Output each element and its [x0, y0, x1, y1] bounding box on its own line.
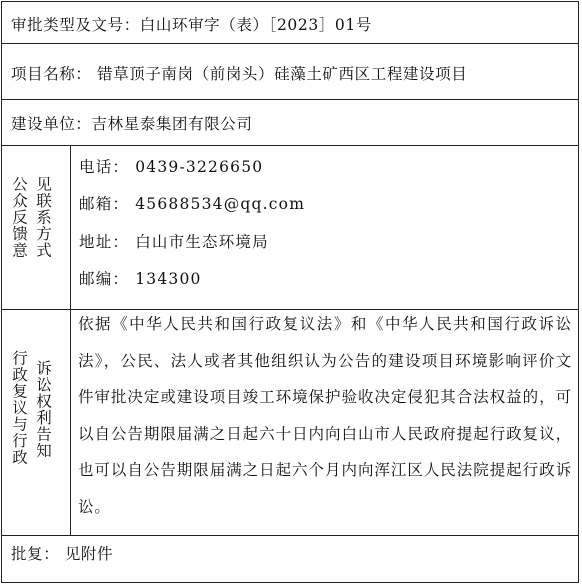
builder-text: 建设单位：吉林星泰集团有限公司 [11, 115, 253, 133]
litigation-text: 依据《中华人民共和国行政复议法》和《中华人民共和国行政诉讼法》，公民、法人或者其他组织认为公告的建设项目环境影响评价文件审批决定或建设项目竣工环境保护验收决定侵犯其合法权益的，可以自公告期限届满之日起六十日内向白山市人民政府提起行政复议，也可以自公告期限届满之日起六个月内向浑江区人民法院提起行政诉讼。 [78, 315, 572, 516]
phone-line: 电话： 0439-3226650 [79, 158, 264, 176]
announcement-table [1, 1, 579, 583]
project-name-row [2, 44, 578, 100]
address-line: 地址： 白山市生态环境局 [79, 233, 269, 251]
feedback-label-col2: 见联系方式 [34, 176, 52, 259]
approval-type-text: 审批类型及文号：白山环审字（表）［2023］01号 [11, 16, 372, 34]
litigation-label-col1: 行政复议与行政 [10, 350, 28, 466]
reply-row [2, 536, 578, 582]
litigation-label-col2: 诉讼权利告知 [34, 360, 52, 459]
litigation-divider [70, 310, 71, 535]
postcode-line: 邮编： 134300 [79, 270, 202, 288]
reply-text: 批复： 见附件 [11, 545, 114, 563]
litigation-row [2, 310, 578, 536]
email-line: 邮箱： 45688534@qq.com [79, 195, 306, 213]
builder-row [2, 100, 578, 146]
feedback-label-col1: 公众反馈意 [10, 176, 28, 259]
feedback-row [2, 146, 578, 310]
approval-type-row [2, 2, 578, 44]
feedback-divider [70, 146, 71, 309]
project-name-text: 项目名称： 错草顶子南岗（前岗头）硅藻土矿西区工程建设项目 [11, 65, 468, 83]
